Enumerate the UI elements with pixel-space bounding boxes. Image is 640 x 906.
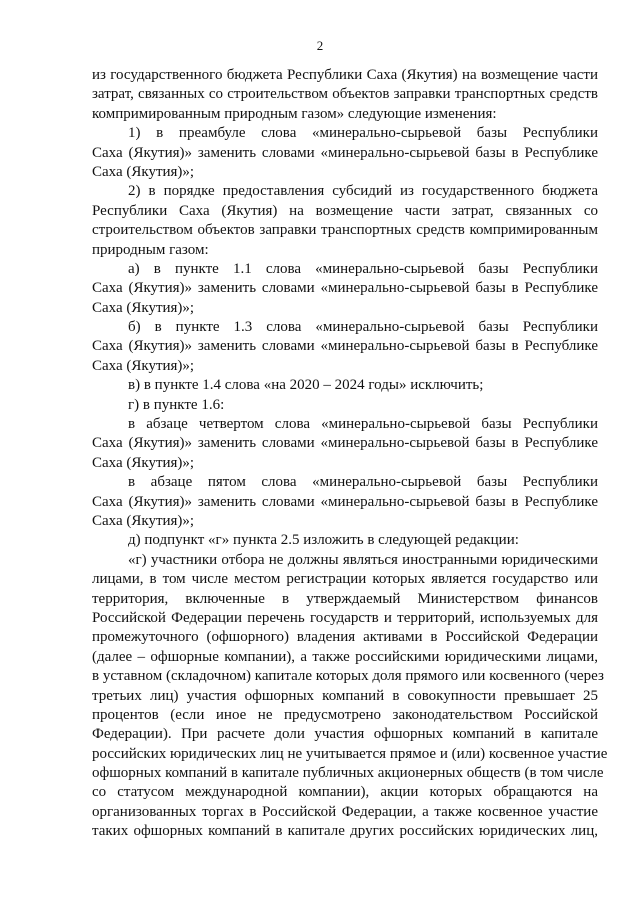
text-line: 2) в порядке предоставления субсидий из государственного бюджета (128, 183, 598, 200)
text-line: Саха (Якутия)»; (92, 299, 195, 316)
text-line: Саха (Якутия)»; (92, 512, 195, 529)
text-line: промежуточного (офшорного) владения активами в Российской Федерации (92, 629, 598, 646)
text-line: Саха (Якутия)» заменить словами «минерально-сырьевой базы в Республике (92, 144, 598, 161)
text-line: Саха (Якутия)» заменить словами «минерально-сырьевой базы в Республике (92, 338, 598, 355)
text-line: третьих лиц) участия офшорных компаний в совокупности превышает 25 (92, 687, 598, 704)
text-line: в уставном (складочном) капитале которых доля прямого или косвенного (через (92, 668, 604, 685)
text-line: из государственного бюджета Республики Саха (Якутия) на возмещение части (92, 67, 598, 83)
text-line: в абзаце пятом слова «минерально-сырьевой базы Республики (128, 474, 598, 491)
text-line: (далее – офшорные компании), а также российскими юридическими лицами, (92, 648, 598, 665)
text-line: со статусом международной компании), акции которых обращаются на (92, 784, 598, 801)
text-line: Российской Федерации перечень государств и территорий, используемых для (92, 609, 598, 626)
text-line: Саха (Якутия)» заменить словами «минерально-сырьевой базы в Республике (92, 435, 598, 452)
text-line: 1) в преамбуле слова «минерально-сырьевой базы Республики (128, 125, 598, 142)
text-line: российских юридических лиц не учитывается прямое и (или) косвенное участие (92, 745, 608, 762)
text-line: Саха (Якутия)»; (92, 454, 195, 471)
text-line: в) в пункте 1.4 слова «на 2020 – 2024 годы» исключить; (128, 377, 484, 394)
text-line: строительством объектов заправки транспортных средств компримированным (92, 222, 598, 239)
text-line: в абзаце четвертом слова «минерально-сырьевой базы Республики (128, 416, 598, 433)
text-line: д) подпункт «г» пункта 2.5 изложить в следующей редакции: (128, 532, 519, 549)
text-line: Федерации). При расчете доли участия офшорных компаний в капитале (92, 726, 598, 743)
text-line: б) в пункте 1.3 слова «минерально-сырьевой базы Республики (128, 319, 598, 336)
text-line: лицами, в том числе местом регистрации которых является государство или (92, 571, 598, 588)
text-line: таких офшорных компаний в капитале других российских юридических лиц, (92, 823, 598, 840)
text-line: г) в пункте 1.6: (128, 396, 225, 413)
text-line: организованных торгах в Российской Федерации, а также косвенное участие (92, 803, 598, 820)
text-line: территория, включенные в утверждаемый Министерством финансов (92, 590, 598, 607)
text-line: а) в пункте 1.1 слова «минерально-сырьевой базы Республики (128, 260, 598, 277)
text-line: офшорных компаний в капитале публичных акционерных обществ (в том числе (92, 765, 604, 782)
text-line: природным газом: (92, 241, 209, 258)
text-line: Саха (Якутия)»; (92, 357, 195, 374)
text-line: Саха (Якутия)» заменить словами «минерально-сырьевой базы в Республике (92, 493, 598, 510)
text-line: затрат, связанных со строительством объектов заправки транспортных средств (92, 86, 598, 103)
text-line: «г) участники отбора не должны являться иностранными юридическими (128, 551, 598, 568)
text-line: процентов (если иное не предусмотрено законодательством Российской (92, 706, 598, 723)
text-line: компримированным природным газом» следующие изменения: (92, 105, 497, 122)
text-line: Саха (Якутия)» заменить словами «минерально-сырьевой базы в Республике (92, 280, 598, 297)
text-line: Саха (Якутия)»; (92, 163, 195, 180)
text-line: Республики Саха (Якутия) на возмещение части затрат, связанных со (92, 202, 598, 219)
document-body (92, 66, 608, 842)
page-number: 2 (316, 38, 324, 53)
